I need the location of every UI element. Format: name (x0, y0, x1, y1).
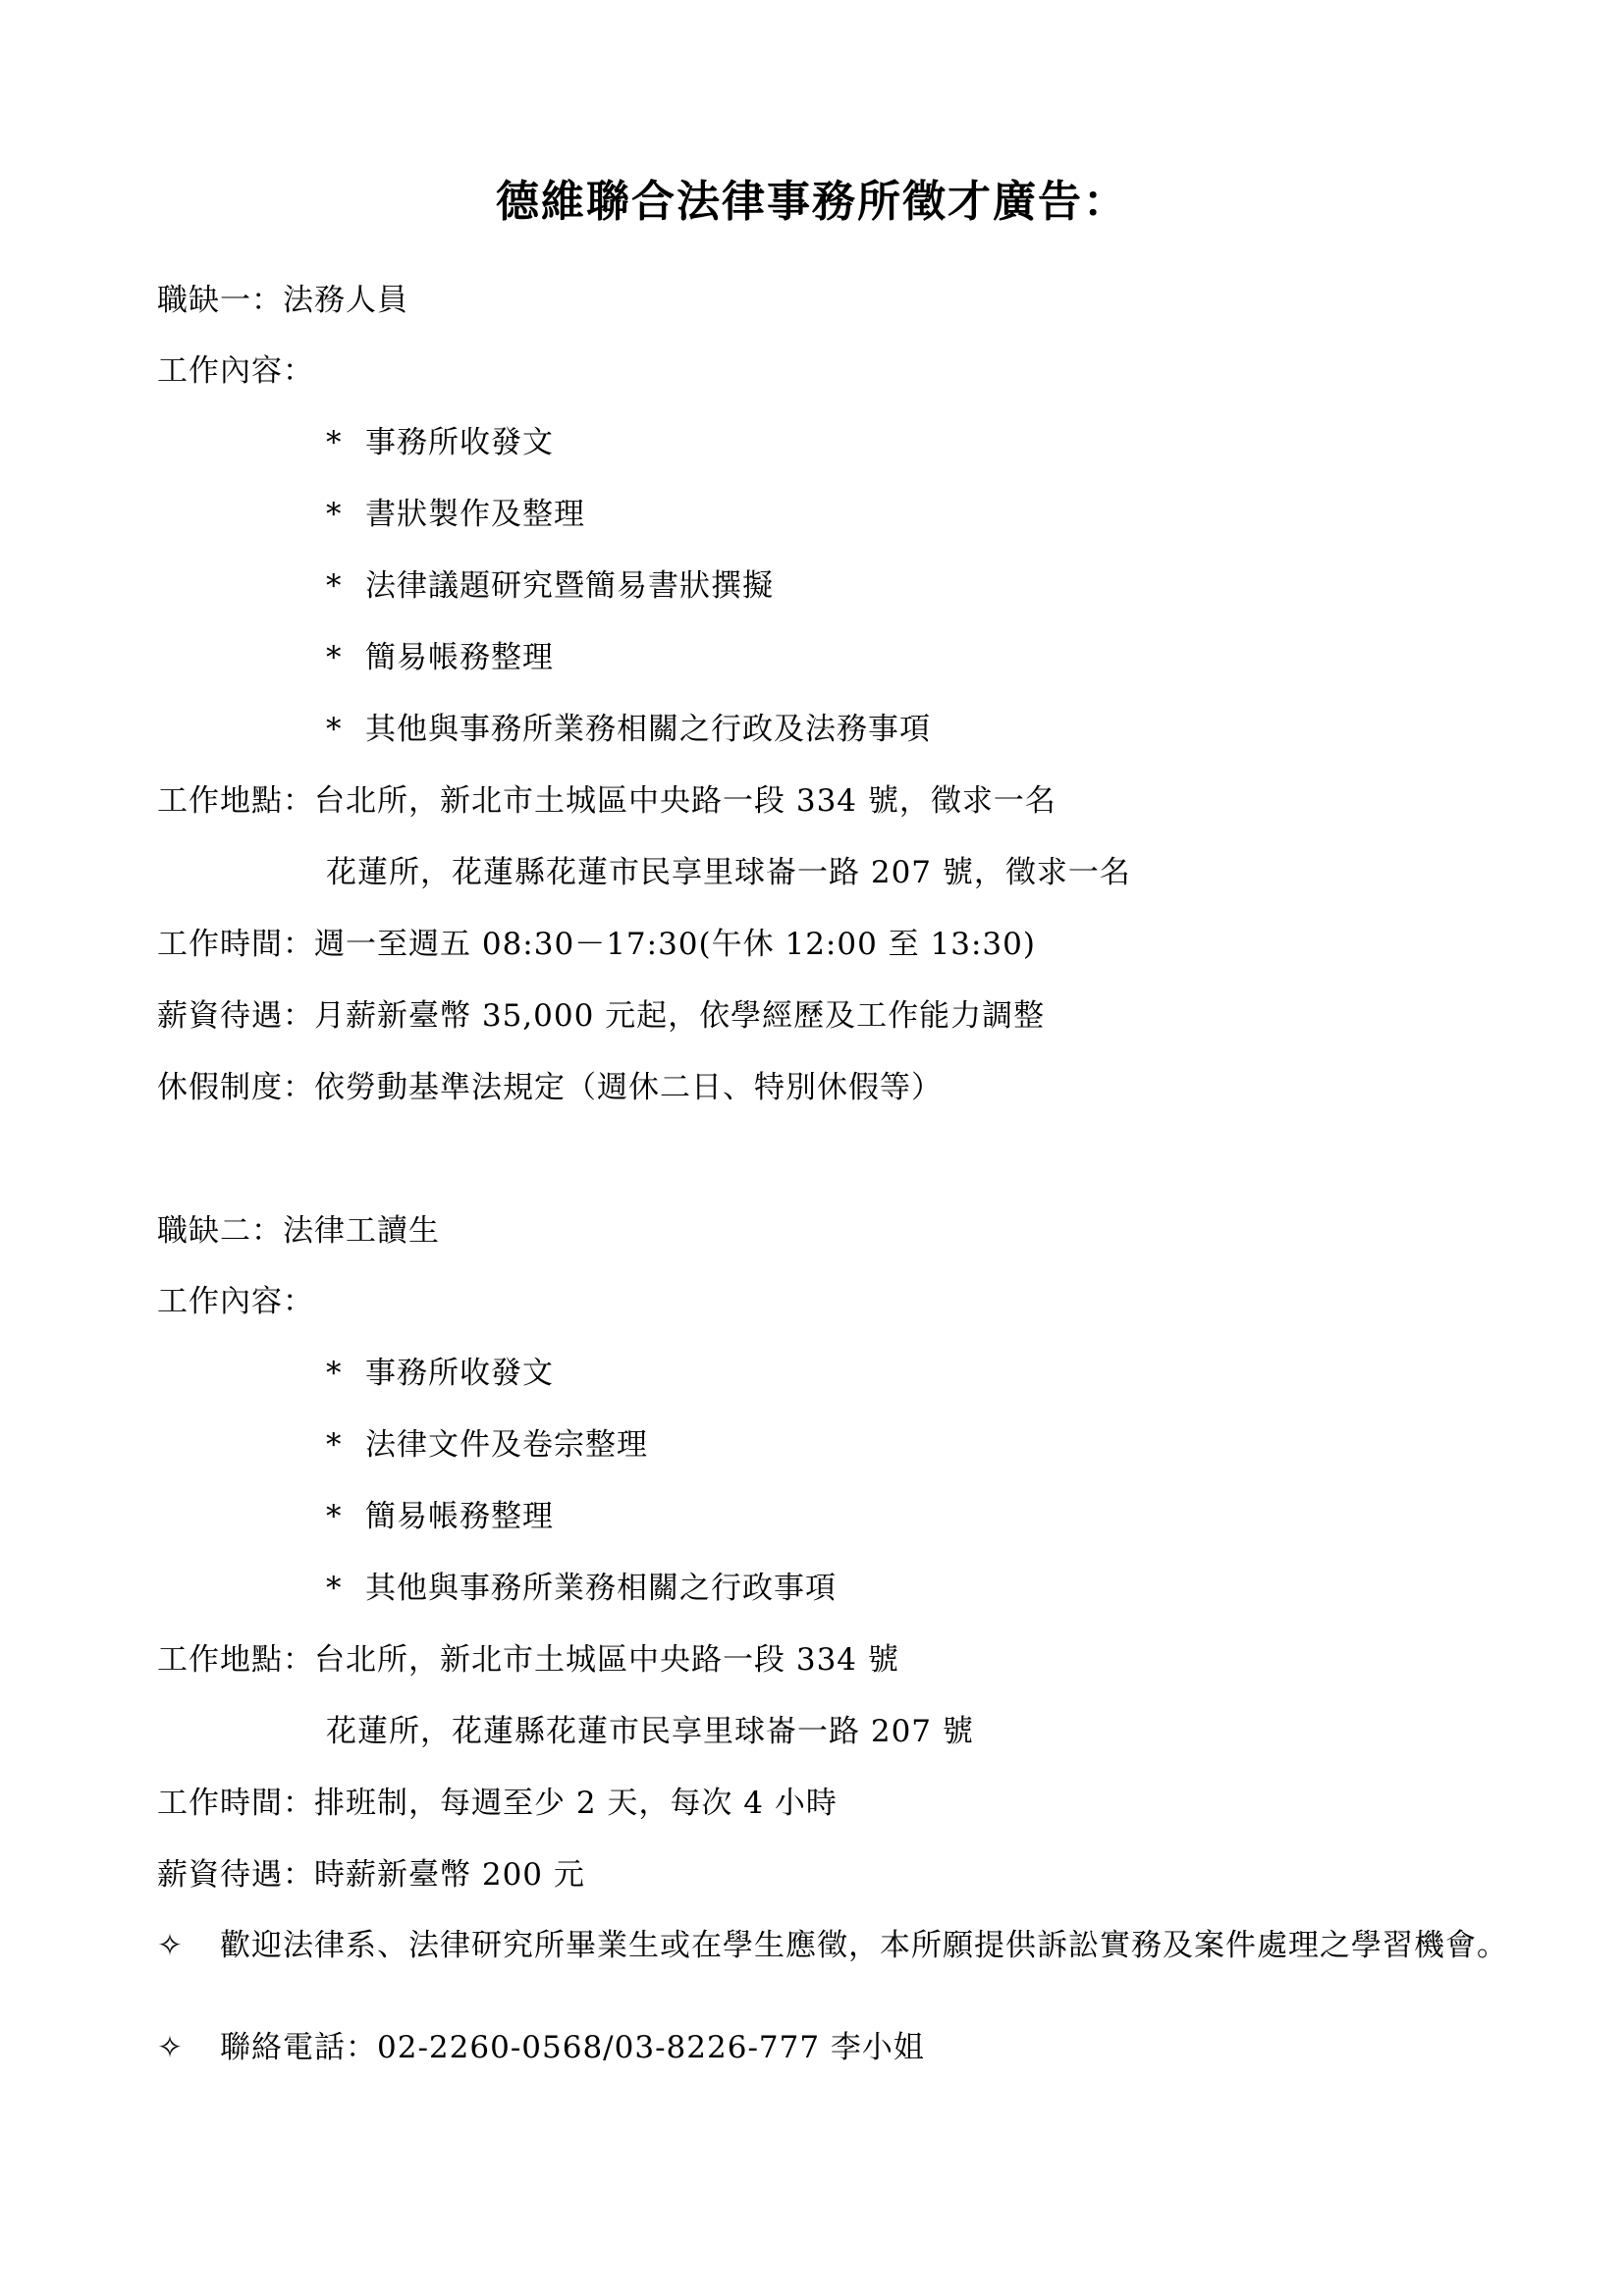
asterisk-bullet: * (326, 425, 343, 460)
job1-content-label: 工作內容： (157, 353, 314, 389)
job1-leave: 休假制度：依勞動基準法規定（週休二日、特別休假等） (157, 1070, 943, 1105)
job1-duty-item (326, 566, 774, 606)
job1-heading: 職缺一：法務人員 (157, 283, 408, 318)
job1-duty-item (326, 710, 931, 749)
job1-duty-text: 簡易帳務整理 (365, 640, 554, 675)
asterisk-bullet: * (326, 712, 343, 747)
job1-hours: 工作時間：週一至週五 08:30－17:30(午休 12:00 至 13:30) (157, 927, 1036, 962)
job2-hours: 工作時間：排班制，每週至少 2 天，每次 4 小時 (157, 1786, 838, 1821)
page-title: 德維聯合法律事務所徵才廣告： (496, 177, 1128, 227)
job2-heading: 職缺二：法律工讀生 (157, 1213, 440, 1249)
sparkle-bullet-icon: ✧ (157, 2030, 184, 2065)
asterisk-bullet: * (326, 1499, 343, 1534)
job2-duty-text: 其他與事務所業務相關之行政事項 (365, 1571, 837, 1606)
asterisk-bullet: * (326, 1571, 343, 1606)
job2-salary: 薪資待遇：時薪新臺幣 200 元 (157, 1857, 585, 1893)
job1-duty-text: 法律議題研究暨簡易書狀撰擬 (365, 568, 774, 604)
asterisk-bullet: * (326, 568, 343, 604)
job2-duty-item (326, 1425, 648, 1465)
job1-duty-text: 書狀製作及整理 (365, 497, 585, 532)
job2-location-line1: 工作地點：台北所，新北市土城區中央路一段 334 號 (157, 1642, 899, 1678)
asterisk-bullet: * (326, 640, 343, 675)
job2-duty-text: 法律文件及卷宗整理 (365, 1427, 648, 1463)
job2-location-line2: 花蓮所，花蓮縣花蓮市民享里球崙一路 207 號 (326, 1714, 974, 1749)
job1-duty-text: 事務所收發文 (365, 425, 554, 460)
job1-duty-item (326, 638, 554, 677)
contact-note-text: 聯絡電話：02-2260-0568/03-8226-777 李小姐 (220, 2030, 925, 2065)
asterisk-bullet: * (326, 497, 343, 532)
job1-location-line1: 工作地點：台北所，新北市土城區中央路一段 334 號，徵求一名 (157, 783, 1056, 819)
job2-duty-item (326, 1569, 837, 1608)
sparkle-bullet-icon: ✧ (157, 1928, 184, 1963)
job1-salary: 薪資待遇：月薪新臺幣 35,000 元起，依學經歷及工作能力調整 (157, 998, 1046, 1034)
job2-duty-item (326, 1354, 554, 1393)
job2-content-label: 工作內容： (157, 1284, 314, 1319)
asterisk-bullet: * (326, 1356, 343, 1391)
contact-note (157, 2026, 1571, 2069)
job1-duty-item (326, 495, 585, 534)
asterisk-bullet: * (326, 1427, 343, 1463)
welcome-note-text: 歡迎法律系、法律研究所畢業生或在學生應徵，本所願提供訴訟實務及案件處理之學習機會。 (220, 1928, 1508, 1963)
job2-duty-text: 簡易帳務整理 (365, 1499, 554, 1534)
welcome-note (157, 1924, 1571, 2014)
job2-duty-text: 事務所收發文 (365, 1356, 554, 1391)
job1-location-line2: 花蓮所，花蓮縣花蓮市民享里球崙一路 207 號，徵求一名 (326, 855, 1131, 890)
job1-duty-text: 其他與事務所業務相關之行政及法務事項 (365, 712, 931, 747)
job1-duty-item (326, 423, 554, 462)
job2-duty-item (326, 1497, 554, 1536)
